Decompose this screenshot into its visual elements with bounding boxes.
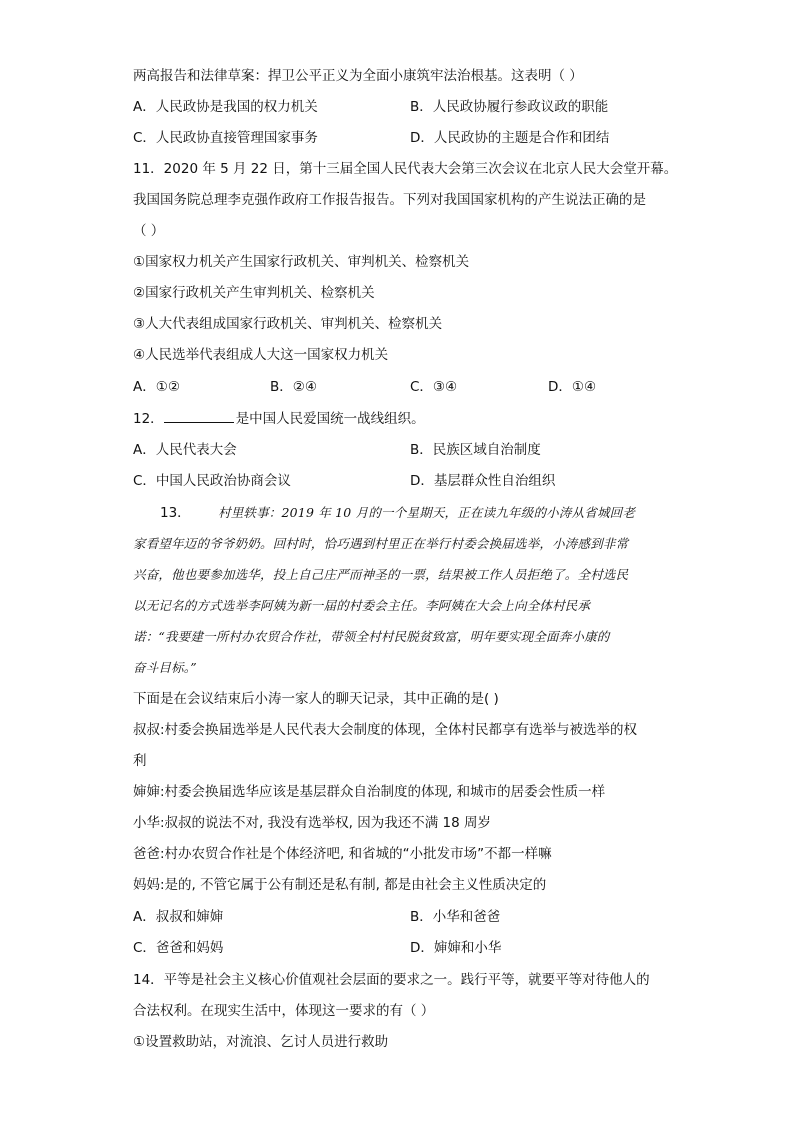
q12-option-a: A．人民代表大会 <box>133 442 237 458</box>
q11-option-a: A．①② <box>133 379 180 395</box>
q14-stem-line1: 14．平等是社会主义核心价值观社会层面的要求之一。践行平等，就要平等对待他人的 <box>133 972 650 988</box>
q11-item-2: ②国家行政机关产生审判机关、检察机关 <box>133 285 375 301</box>
q10-option-a: A．人民政协是我国的权力机关 <box>133 99 318 115</box>
q13-stem: 下面是在会议结束后小涛一家人的聊天记录，其中正确的是( ) <box>133 691 499 707</box>
q11-option-d: D．①④ <box>548 379 597 395</box>
q13-option-d: D．婶婶和小华 <box>410 940 502 956</box>
q10-stem: 两高报告和法律草案：捍卫公平正义为全面小康筑牢法治根基。这表明（ ） <box>133 68 583 84</box>
q12-fill-blank <box>164 408 234 423</box>
q10-option-b: B．人民政协履行参政议政的职能 <box>410 99 609 115</box>
q12-stem <box>133 408 425 429</box>
q14-stem-line2: 合法权利。在现实生活中，体现这一要求的有（ ） <box>133 1003 435 1019</box>
q10-option-c: C．人民政协直接管理国家事务 <box>133 130 318 146</box>
q12-option-b: B．民族区域自治制度 <box>410 442 541 458</box>
q12-option-d: D．基层群众性自治组织 <box>410 473 556 489</box>
q13-statement-mom: 妈妈:是的, 不管它属于公有制还是私有制, 都是由社会主义性质决定的 <box>133 877 547 893</box>
q13-quote-line1: 村里轶事：2019 年 10 月的一个星期天，正在读九年级的小涛从省城回老 <box>218 505 636 520</box>
q12-option-c: C．中国人民政治协商会议 <box>133 473 291 489</box>
q11-item-4: ④人民选举代表组成人大这一国家权力机关 <box>133 347 389 363</box>
q13-statement-uncle: 叔叔:村委会换届选举是人民代表大会制度的体现，全体村民都享有选举与被选举的权 <box>133 722 638 738</box>
q13-quote-line3: 兴奋，他也要参加选华，投上自己庄严而神圣的一票，结果被工作人员拒绝了。全村选民 <box>133 567 629 582</box>
q13-statement-aunt: 婶婶:村委会换届选华应该是基层群众自治制度的体现, 和城市的居委会性质一样 <box>133 784 606 800</box>
q13-statement-xiaohua: 小华:叔叔的说法不对, 我没有选举权, 因为我还不满 18 周岁 <box>133 815 491 831</box>
q13-statement-dad: 爸爸:村办农贸合作社是个体经济吧, 和省城的“小批发市场”不都一样嘛 <box>133 846 552 862</box>
q11-stem-line2: 我国国务院总理李克强作政府工作报告报告。下列对我国国家机构的产生说法正确的是 <box>133 192 646 208</box>
q13-quote-line5: 诺：“我要建一所村办农贸合作社，带领全村村民脱贫致富，明年要实现全面奔小康的 <box>133 629 610 644</box>
q13-option-a: A．叔叔和婶婶 <box>133 909 224 925</box>
q13-option-c: C．爸爸和妈妈 <box>133 940 224 956</box>
q13-quote-line4: 以无记名的方式选举李阿姨为新一届的村委会主任。李阿姨在大会上向全体村民承 <box>133 598 591 613</box>
q10-option-d: D．人民政协的主题是合作和团结 <box>410 130 610 146</box>
q13-statement-uncle-cont: 利 <box>133 753 147 769</box>
q11-item-3: ③人大代表组成国家行政机关、审判机关、检察机关 <box>133 316 443 332</box>
q11-option-c: C．③④ <box>410 379 458 395</box>
q12-number: 12． <box>133 411 164 427</box>
q12-stem-text: 是中国人民爱国统一战线组织。 <box>235 411 425 427</box>
q11-stem-line3: （ ） <box>133 223 165 239</box>
q11-stem-line1: 11．2020 年 5 月 22 日，第十三届全国人民代表大会第三次会议在北京人民大会堂开幕。 <box>133 161 678 177</box>
q11-option-b: B．②④ <box>270 379 317 395</box>
q13-option-b: B．小华和爸爸 <box>410 909 501 925</box>
q11-item-1: ①国家权力机关产生国家行政机关、审判机关、检察机关 <box>133 254 470 270</box>
q13-quote-line6: 奋斗目标。” <box>133 660 197 675</box>
q13-number: 13． <box>160 505 191 521</box>
q14-item-1: ①设置救助站，对流浪、乞讨人员进行救助 <box>133 1034 389 1050</box>
q13-quote-line2: 家看望年迈的爷爷奶奶。回村时，恰巧遇到村里正在举行村委会换届选举，小涛感到非常 <box>133 536 629 551</box>
